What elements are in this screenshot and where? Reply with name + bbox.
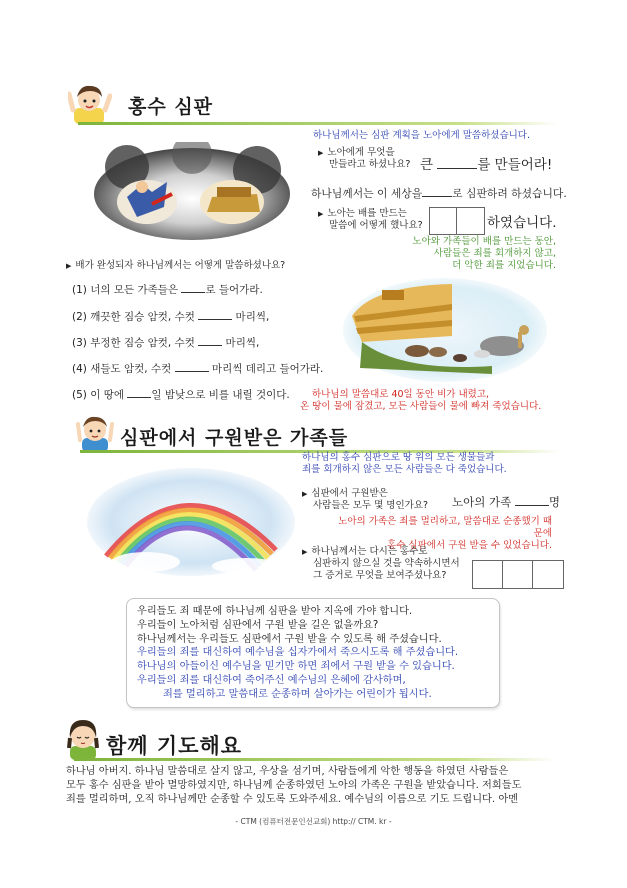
statement-flood: 하나님께서는 이 세상을 로 심판하려 하셨습니다. xyxy=(311,187,567,200)
answer-blank[interactable] xyxy=(127,397,151,398)
question-obey: ▶ 노아는 배를 만드는 말씀에 어떻게 했나요? xyxy=(318,208,423,231)
green-note: 노아와 가족들이 배를 만드는 동안, 사람들은 죄를 회개하지 않고, 더 악한 죄를 지었습니다. xyxy=(412,236,556,271)
answer-blank[interactable] xyxy=(198,319,232,320)
intro-text: 하나님께서는 심판 계획을 노아에게 말씀하셨습니다. xyxy=(313,130,530,141)
triangle-bullet-icon: ▶ xyxy=(318,149,324,157)
section2-red-note: 노아의 가족은 죄를 멀리하고, 말씀대로 순종했기 때문에 홍수 심판에서 구원 받을 수 있었습니다. xyxy=(338,516,552,551)
storm-illustration xyxy=(92,142,292,242)
section-title-pray: 함께 기도해요 xyxy=(106,733,243,758)
child-praying-illustration xyxy=(64,716,102,760)
prayer-text: 하나님 아버지. 하나님 말씀대로 살지 않고, 우상을 섬기며, 사람들에게 악한 행동을 하였던 사람들은 모두 홍수 심판을 받아 멸망하였지만, 하나님께 순종하였던 노아의 가족은 구원을 받았습니다. 저희들도 죄를 멀리하며, 오직 하나님께만 순종할 수 있도록 도와주세요. 예수님의 이름으로 기도 드립니다. 아멘 xyxy=(66,766,522,805)
answer-obey: 하였습니다. xyxy=(429,207,557,235)
answer-boxes[interactable] xyxy=(429,207,485,235)
triangle-bullet-icon: ▶ xyxy=(318,210,324,218)
child-cheer-illustration xyxy=(68,80,112,124)
list-item: (3) 부정한 짐승 암컷, 수컷 마리씩, xyxy=(72,337,260,349)
section-title-flood: 홍수 심판 xyxy=(128,96,214,118)
child-thinking-illustration xyxy=(76,412,114,452)
rainbow-illustration xyxy=(86,466,296,578)
list-item: (5) 이 땅에 일 밤낮으로 비를 내릴 것이다. xyxy=(72,389,290,401)
answer-count: 노아의 가족 명 xyxy=(452,495,560,509)
list-item: (1) 너의 모든 가족들은 로 들어가라. xyxy=(72,284,263,296)
triangle-bullet-icon: ▶ xyxy=(66,262,72,270)
message-panel: 우리들도 죄 때문에 하나님께 심판을 받아 지옥에 가야 합니다. 우리들이 노아처럼 심판에서 구원 받을 길은 없을까요? 하나님께서는 우리들도 심판에서 구원 받을 수 있도록 해 주셨습니다. 우리들의 죄를 대신하여 예수님을 십자가에서 죽으시도록 해 주셨습니다. 하나님의 아들이신 예수님을 믿기만 하면 죄에서 구원 받을 수 있습니다. 우리들의 죄를 대신하여 죽어주신 예수님의 은혜에 감사하며, 죄를 멀리하고 말씀대로 순종하며 살아가는 어린이가 됩시다. xyxy=(126,598,500,708)
triangle-bullet-icon: ▶ xyxy=(302,548,308,556)
section2-intro: 하나님의 홍수 심판으로 땅 위의 모든 생물들과 죄를 회개하지 않은 모든 사람들은 다 죽었습니다. xyxy=(302,452,507,475)
answer-blank[interactable] xyxy=(198,345,222,346)
question-count: ▶ 심판에서 구원받은 사람들은 모두 몇 명인가요? xyxy=(302,488,429,511)
answer-boxes[interactable] xyxy=(472,560,564,589)
answer-ark: 큰 를 만들어라! xyxy=(420,157,553,173)
list-item: (4) 새들도 암컷, 수컷 마리씩 데리고 들어가라. xyxy=(72,363,324,375)
answer-blank[interactable] xyxy=(175,371,209,372)
answer-blank[interactable] xyxy=(437,168,477,169)
answer-blank[interactable] xyxy=(515,505,549,506)
section-title-saved-family: 심판에서 구원받은 가족들 xyxy=(120,427,349,449)
red-note: 하나님의 말씀대로 40일 동안 비가 내렸고, 온 땅이 물에 잠겼고, 모든 사람들이 물에 빠져 죽었습니다. xyxy=(300,389,542,412)
question-sign: ▶ 하나님께서는 다시는 홍수로 심판하지 않으실 것을 약속하시면서 그 증거로 무엇을 보여주셨나요? xyxy=(302,546,460,581)
triangle-bullet-icon: ▶ xyxy=(302,490,308,498)
footer: - CTM (컴퓨터전문인선교회) http:// CTM. kr - xyxy=(235,817,392,826)
ark-question: ▶ 배가 완성되자 하나님께서는 어떻게 말씀하셨나요? xyxy=(66,260,286,271)
answer-blank[interactable] xyxy=(181,292,205,293)
section-divider xyxy=(78,122,558,125)
answer-blank[interactable] xyxy=(422,196,452,197)
ark-animals-illustration xyxy=(342,276,548,384)
list-item: (2) 깨끗한 짐승 암컷, 수컷 마리씩, xyxy=(72,311,270,323)
section-divider xyxy=(74,758,554,761)
question-ark: ▶ 노아에게 무엇을 만들라고 하셨나요? xyxy=(318,147,411,170)
